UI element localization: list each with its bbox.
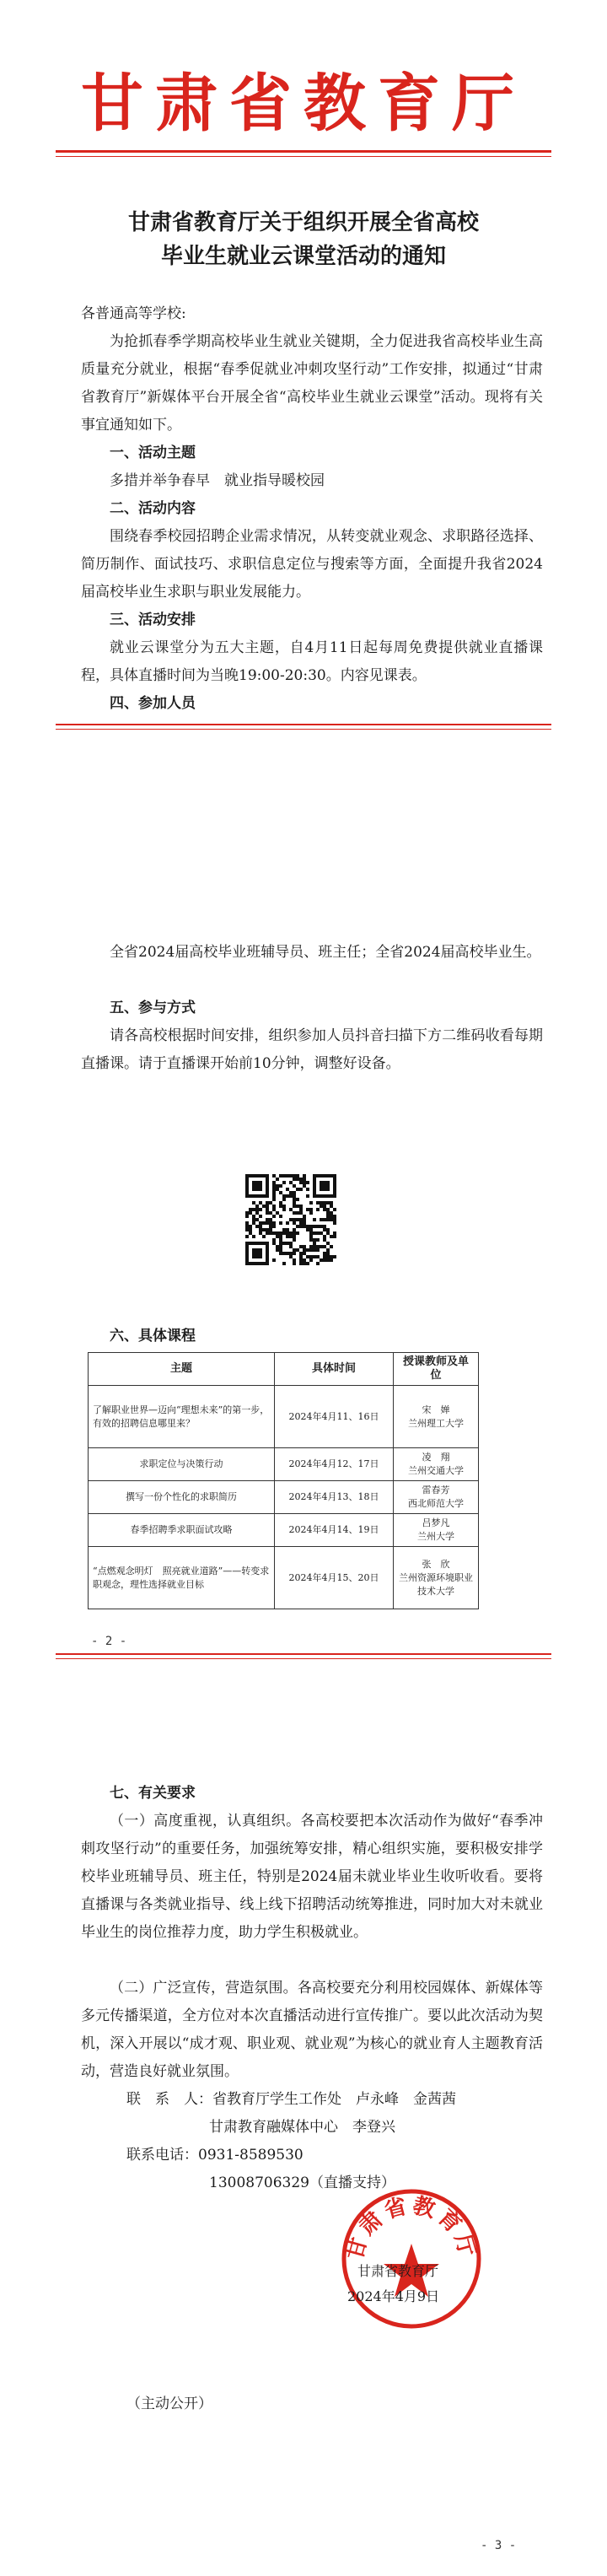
page-number-2: - 2 - (91, 1635, 127, 1648)
signature-date: 2024年4月9日 (347, 2288, 440, 2304)
teacher-name: 张 欣 (422, 1558, 450, 1570)
table-row (89, 1386, 479, 1448)
teacher-name: 凌 翔 (422, 1452, 450, 1463)
teacher-name: 吕梦凡 (422, 1517, 450, 1528)
col-header-teacher: 授课教师及单位 (394, 1353, 479, 1386)
table-row (89, 1448, 479, 1481)
teacher-unit: 兰州资源环境职业技术大学 (399, 1571, 473, 1597)
masthead-red-rule-thin (56, 156, 551, 157)
section-4-body: 全省2024届高校毕业班辅导员、班主任；全省2024届高校毕业生。 (110, 944, 541, 961)
qr-code-icon (245, 1174, 336, 1265)
course-time: 2024年4月13、18日 (275, 1481, 394, 1514)
teacher-unit: 兰州理工大学 (408, 1417, 464, 1429)
course-teacher (394, 1448, 479, 1481)
addressee: 各普通高等学校: (81, 305, 186, 322)
requirement-2: （二）广泛宣传，营造氛围。各高校要充分利用校园媒体、新媒体等多元传播渠道，全方位对本次直播活动进行宣传推广。要以此次活动为契机，深入开展以“成才观、职业观、就业观”为核心的就业育人主题教育活动，营造良好就业氛围。 (81, 1980, 543, 2080)
teacher-unit: 兰州大学 (417, 1531, 454, 1542)
section-5-heading: 五、参与方式 (110, 1000, 196, 1016)
svg-text:甘肃省教育厅: 甘肃省教育厅 (341, 2192, 481, 2263)
section-2-heading: 二、活动内容 (110, 500, 196, 517)
course-topic: “点燃观念明灯 照亮就业道路”——转变求职观念，理性选择就业目标 (89, 1547, 275, 1609)
course-time: 2024年4月11、16日 (275, 1386, 394, 1448)
contact-phone (126, 2142, 548, 2169)
page-divider-thin (56, 729, 551, 730)
course-time: 2024年4月15、20日 (275, 1547, 394, 1609)
section-4-heading: 四、参加人员 (110, 695, 196, 712)
phone-2: 13008706329（直播支持） (209, 2175, 395, 2191)
course-teacher (394, 1386, 479, 1448)
section-2-body: 围绕春季校园招聘企业需求情况，从转变就业观念、求职路径选择、简历制作、面试技巧、求职信息定位与搜索等方面，全面提升我省2024届高校毕业生求职与职业发展能力。 (81, 528, 543, 601)
table-row (89, 1547, 479, 1609)
col-header-topic: 主题 (89, 1353, 275, 1386)
teacher-name: 雷春芳 (422, 1485, 450, 1495)
table-header-row (89, 1353, 479, 1386)
section-1-body: 多措并举争春早 就业指导暖校园 (110, 472, 325, 489)
section-1-heading: 一、活动主题 (110, 445, 196, 461)
course-topic: 春季招聘季求职面试攻略 (89, 1514, 275, 1547)
course-time: 2024年4月12、17日 (275, 1448, 394, 1481)
contact-line-1: 省教育厅学生工作处 卢永峰 金茜茜 (212, 2091, 456, 2108)
section-3-body: 就业云课堂分为五大主题，自4月11日起每周免费提供就业直播课程，具体直播时间为当晚19:00-20:30。内容见课表。 (81, 639, 543, 684)
phone-1: 0931-8589530 (198, 2147, 304, 2164)
masthead: 甘肃省教育厅 (81, 67, 526, 140)
document-title-line-1: 甘肃省教育厅关于组织开展全省高校 (127, 210, 479, 235)
course-teacher (394, 1481, 479, 1514)
section-3-heading: 三、活动安排 (110, 612, 196, 628)
table-row (89, 1481, 479, 1514)
col-header-time: 具体时间 (275, 1353, 394, 1386)
course-teacher (394, 1547, 479, 1609)
page-number-3: - 3 - (481, 2539, 517, 2552)
course-topic: 撰写一份个性化的求职简历 (89, 1481, 275, 1514)
teacher-unit: 兰州交通大学 (408, 1465, 464, 1476)
document-title-line-2: 毕业生就业云课堂活动的通知 (160, 244, 446, 269)
section-6-heading: 六、具体课程 (110, 1328, 196, 1345)
course-time: 2024年4月14、19日 (275, 1514, 394, 1547)
signature-org: 甘肃省教育厅 (357, 2263, 439, 2279)
course-schedule-table (88, 1352, 479, 1609)
official-seal-icon (337, 2185, 486, 2333)
section-7-heading: 七、有关要求 (110, 1785, 196, 1802)
disclosure-note: （主动公开） (126, 2395, 212, 2412)
course-topic: 了解职业世界—迈向“理想未来”的第一步，有效的招聘信息哪里来？ (89, 1386, 275, 1448)
intro-paragraph: 为抢抓春季学期高校毕业生就业关键期，全力促进我省高校毕业生高质量充分就业，根据“春季促就业冲刺攻坚行动”工作安排，拟通过“甘肃省教育厅”新媒体平台开展全省“高校毕业生就业云课堂”活动。现将有关事宜通知如下。 (81, 333, 543, 434)
section-5-body: 请各高校根据时间安排，组织参加人员抖音扫描下方二维码收看每期直播课。请于直播课开始前10分钟，调整好设备。 (81, 1027, 543, 1072)
masthead-red-rule (56, 150, 551, 153)
table-row (89, 1514, 479, 1547)
teacher-unit: 西北师范大学 (408, 1498, 464, 1509)
contact-persons (126, 2086, 548, 2114)
phone-label: 联系电话： (126, 2147, 198, 2164)
contact-line-2: 甘肃教育融媒体中心 李登兴 (209, 2119, 395, 2136)
page-divider (56, 1653, 551, 1655)
teacher-name: 宋 婵 (422, 1404, 450, 1415)
contact-label: 联 系 人： (126, 2091, 212, 2108)
requirement-1: （一）高度重视，认真组织。各高校要把本次活动作为做好“春季冲刺攻坚行动”的重要任务，加强统筹安排，精心组织实施，要积极安排学校毕业班辅导员、班主任，特别是2024届未就业毕业生收听收看。要将直播课与各类就业指导、线上线下招聘活动统筹推进，同时加大对未就业毕业生的岗位推荐力度，助力学生积极就业。 (81, 1813, 543, 1941)
page-divider (56, 724, 551, 725)
page-divider-thin (56, 1658, 551, 1659)
course-topic: 求职定位与决策行动 (89, 1448, 275, 1481)
course-teacher (394, 1514, 479, 1547)
